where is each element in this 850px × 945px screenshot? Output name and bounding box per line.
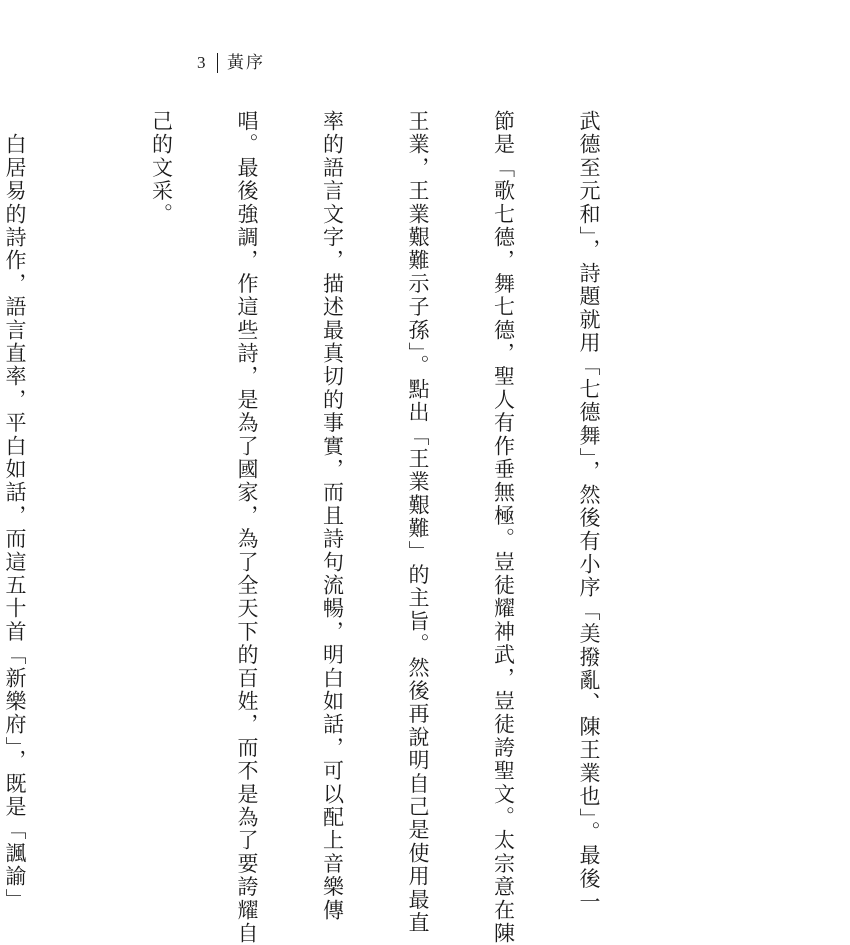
running-title: 黃序: [227, 53, 265, 73]
text-column: 唱。最後強調，作這些詩，是為了國家，為了全天下的百姓，而不是為了要誇耀自: [235, 110, 259, 945]
text-column: 己的文采。: [149, 110, 174, 226]
text-column: 率的語言文字，描述最真切的事實，而且詩句流暢，明白如話，可以配上音樂傳: [320, 110, 345, 922]
page-header: [197, 52, 265, 74]
page-number: 3: [197, 53, 206, 72]
text-column: 王業，王業艱難示子孫」。點出「王業艱難」的主旨。然後再說明自己是使用最直: [406, 110, 430, 935]
text-column: 節是「歌七德，舞七德，聖人有作垂無極。豈徒耀神武，豈徒誇聖文。太宗意在陳: [491, 110, 516, 945]
text-column: 白居易的詩作，語言直率，平白如話，而這五十首「新樂府」，既是「諷諭」: [3, 110, 27, 912]
paragraph-gap: [86, 110, 90, 830]
vertical-text-body: [0, 110, 660, 945]
header-divider: [217, 53, 219, 73]
text-column: 武德至元和」，詩題就用「七德舞」，然後有小序「美撥亂、陳王業也」。最後一: [577, 110, 601, 914]
